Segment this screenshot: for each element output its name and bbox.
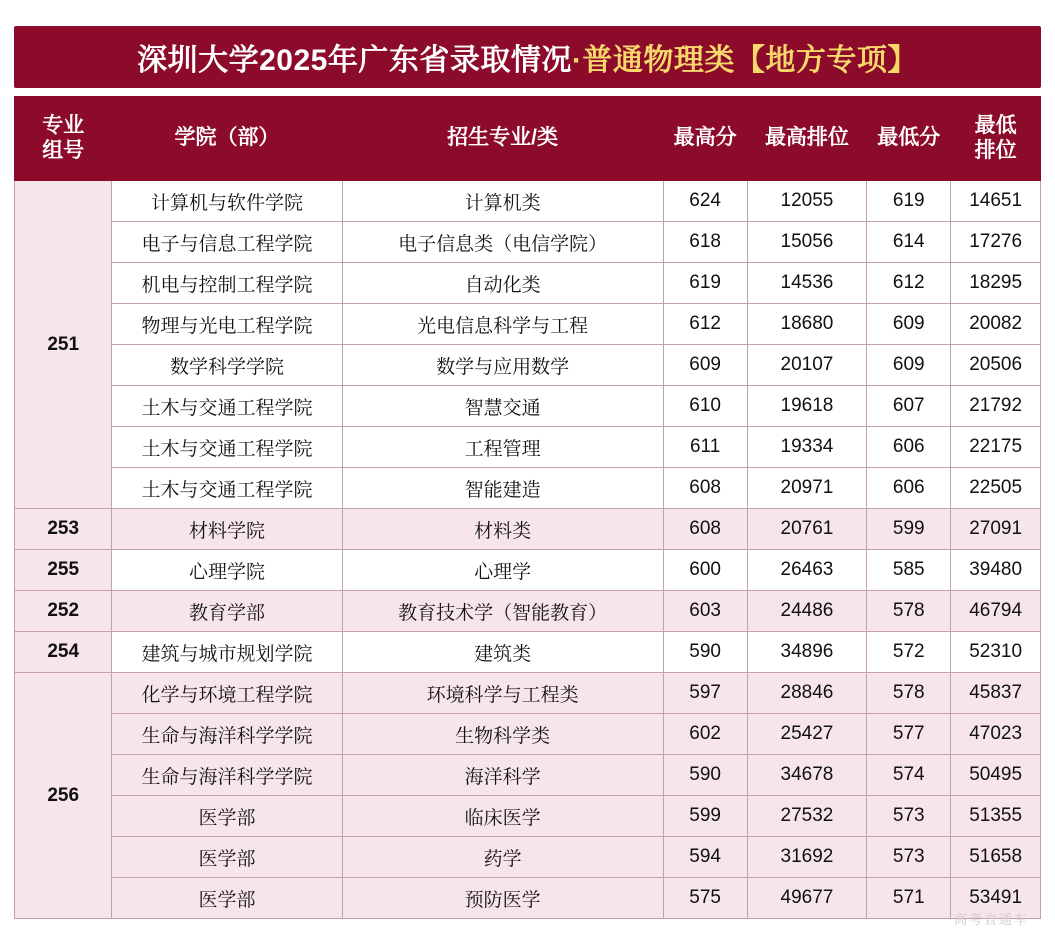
cell-group-code: 255 xyxy=(15,550,112,591)
cell-max-score: 590 xyxy=(663,755,747,796)
admission-results-table xyxy=(14,96,1041,919)
cell-major: 智能建造 xyxy=(342,468,663,509)
cell-max-score: 594 xyxy=(663,837,747,878)
cell-college: 机电与控制工程学院 xyxy=(112,263,342,304)
cell-major: 生物科学类 xyxy=(342,714,663,755)
cell-max-score: 602 xyxy=(663,714,747,755)
cell-min-rank: 51658 xyxy=(951,837,1041,878)
cell-max-score: 575 xyxy=(663,878,747,919)
cell-major: 自动化类 xyxy=(342,263,663,304)
cell-max-score: 624 xyxy=(663,181,747,222)
cell-max-score: 603 xyxy=(663,591,747,632)
column-header-group-code-line1: 专业 xyxy=(42,114,85,138)
cell-min-score: 612 xyxy=(867,263,951,304)
cell-min-score: 607 xyxy=(867,386,951,427)
cell-major: 计算机类 xyxy=(342,181,663,222)
table-row xyxy=(15,345,1041,386)
cell-major: 药学 xyxy=(342,837,663,878)
cell-major: 光电信息科学与工程 xyxy=(342,304,663,345)
cell-college: 建筑与城市规划学院 xyxy=(112,632,342,673)
table-head xyxy=(15,97,1041,181)
cell-major: 心理学 xyxy=(342,550,663,591)
cell-min-score: 614 xyxy=(867,222,951,263)
cell-min-score: 619 xyxy=(867,181,951,222)
cell-max-rank: 12055 xyxy=(747,181,867,222)
cell-max-rank: 15056 xyxy=(747,222,867,263)
table-row xyxy=(15,550,1041,591)
cell-min-score: 606 xyxy=(867,427,951,468)
cell-min-score: 574 xyxy=(867,755,951,796)
cell-max-rank: 19334 xyxy=(747,427,867,468)
table-row xyxy=(15,181,1041,222)
cell-max-score: 608 xyxy=(663,509,747,550)
cell-max-rank: 20971 xyxy=(747,468,867,509)
table-row xyxy=(15,222,1041,263)
cell-min-score: 573 xyxy=(867,796,951,837)
column-header-college: 学院（部） xyxy=(112,97,342,181)
table-row xyxy=(15,796,1041,837)
table-row xyxy=(15,304,1041,345)
cell-min-score: 599 xyxy=(867,509,951,550)
cell-min-rank: 47023 xyxy=(951,714,1041,755)
cell-group-code: 253 xyxy=(15,509,112,550)
cell-group-code: 256 xyxy=(15,673,112,919)
cell-min-rank: 50495 xyxy=(951,755,1041,796)
column-header-group-code xyxy=(15,97,112,181)
cell-group-code: 251 xyxy=(15,181,112,509)
cell-max-rank: 34896 xyxy=(747,632,867,673)
cell-group-code: 252 xyxy=(15,591,112,632)
cell-college: 材料学院 xyxy=(112,509,342,550)
cell-college: 计算机与软件学院 xyxy=(112,181,342,222)
cell-college: 土木与交通工程学院 xyxy=(112,427,342,468)
cell-max-rank: 26463 xyxy=(747,550,867,591)
table-row xyxy=(15,263,1041,304)
cell-major: 电子信息类（电信学院） xyxy=(342,222,663,263)
cell-min-rank: 20082 xyxy=(951,304,1041,345)
cell-college: 医学部 xyxy=(112,878,342,919)
cell-major: 环境科学与工程类 xyxy=(342,673,663,714)
cell-major: 建筑类 xyxy=(342,632,663,673)
cell-college: 电子与信息工程学院 xyxy=(112,222,342,263)
column-header-min-rank-line1: 最低 xyxy=(974,114,1017,138)
table-row xyxy=(15,591,1041,632)
cell-college: 心理学院 xyxy=(112,550,342,591)
cell-min-rank: 39480 xyxy=(951,550,1041,591)
table-row xyxy=(15,427,1041,468)
cell-min-rank: 51355 xyxy=(951,796,1041,837)
page-title-main: 深圳大学2025年广东省录取情况 xyxy=(137,44,572,77)
cell-max-score: 612 xyxy=(663,304,747,345)
cell-min-score: 606 xyxy=(867,468,951,509)
cell-max-score: 590 xyxy=(663,632,747,673)
cell-major: 数学与应用数学 xyxy=(342,345,663,386)
cell-max-rank: 27532 xyxy=(747,796,867,837)
table-row xyxy=(15,468,1041,509)
cell-min-score: 577 xyxy=(867,714,951,755)
column-header-min-score: 最低分 xyxy=(867,97,951,181)
cell-major: 教育技术学（智能教育） xyxy=(342,591,663,632)
table-body xyxy=(15,181,1041,919)
cell-max-rank: 19618 xyxy=(747,386,867,427)
cell-min-score: 609 xyxy=(867,304,951,345)
cell-max-score: 611 xyxy=(663,427,747,468)
cell-min-rank: 22175 xyxy=(951,427,1041,468)
cell-college: 生命与海洋科学学院 xyxy=(112,755,342,796)
column-header-major: 招生专业/类 xyxy=(342,97,663,181)
cell-college: 医学部 xyxy=(112,796,342,837)
cell-min-score: 578 xyxy=(867,591,951,632)
cell-max-rank: 25427 xyxy=(747,714,867,755)
table-row xyxy=(15,714,1041,755)
cell-min-rank: 27091 xyxy=(951,509,1041,550)
cell-max-score: 609 xyxy=(663,345,747,386)
cell-min-rank: 20506 xyxy=(951,345,1041,386)
cell-max-rank: 28846 xyxy=(747,673,867,714)
cell-group-code: 254 xyxy=(15,632,112,673)
table-row xyxy=(15,755,1041,796)
column-header-min-rank-line2: 排位 xyxy=(974,138,1017,162)
page-title xyxy=(137,35,918,79)
table-row xyxy=(15,673,1041,714)
cell-college: 土木与交通工程学院 xyxy=(112,468,342,509)
column-header-max-score: 最高分 xyxy=(663,97,747,181)
cell-major: 海洋科学 xyxy=(342,755,663,796)
column-header-min-rank xyxy=(951,97,1041,181)
cell-max-rank: 20761 xyxy=(747,509,867,550)
cell-major: 智慧交通 xyxy=(342,386,663,427)
cell-max-score: 619 xyxy=(663,263,747,304)
cell-min-score: 573 xyxy=(867,837,951,878)
cell-min-score: 572 xyxy=(867,632,951,673)
cell-major: 临床医学 xyxy=(342,796,663,837)
page-title-separator: · xyxy=(571,44,583,77)
cell-college: 数学科学学院 xyxy=(112,345,342,386)
cell-major: 预防医学 xyxy=(342,878,663,919)
admission-table-page xyxy=(0,26,1055,944)
cell-max-rank: 14536 xyxy=(747,263,867,304)
table-row xyxy=(15,878,1041,919)
cell-max-score: 597 xyxy=(663,673,747,714)
cell-min-score: 609 xyxy=(867,345,951,386)
table-row xyxy=(15,837,1041,878)
table-header-row xyxy=(15,97,1041,181)
cell-college: 生命与海洋科学学院 xyxy=(112,714,342,755)
cell-major: 工程管理 xyxy=(342,427,663,468)
cell-min-rank: 45837 xyxy=(951,673,1041,714)
cell-college: 医学部 xyxy=(112,837,342,878)
cell-min-score: 585 xyxy=(867,550,951,591)
cell-max-score: 610 xyxy=(663,386,747,427)
cell-min-score: 578 xyxy=(867,673,951,714)
cell-min-rank: 14651 xyxy=(951,181,1041,222)
cell-max-rank: 31692 xyxy=(747,837,867,878)
column-header-group-code-line2: 组号 xyxy=(42,138,85,162)
cell-max-rank: 24486 xyxy=(747,591,867,632)
cell-min-rank: 53491 xyxy=(951,878,1041,919)
cell-college: 教育学部 xyxy=(112,591,342,632)
cell-major: 材料类 xyxy=(342,509,663,550)
cell-max-score: 599 xyxy=(663,796,747,837)
cell-min-rank: 52310 xyxy=(951,632,1041,673)
cell-max-rank: 20107 xyxy=(747,345,867,386)
page-title-highlight: 普通物理类【地方专项】 xyxy=(582,44,918,77)
cell-min-score: 571 xyxy=(867,878,951,919)
cell-max-rank: 34678 xyxy=(747,755,867,796)
cell-min-rank: 17276 xyxy=(951,222,1041,263)
table-row xyxy=(15,509,1041,550)
cell-college: 物理与光电工程学院 xyxy=(112,304,342,345)
table-row xyxy=(15,632,1041,673)
cell-min-rank: 21792 xyxy=(951,386,1041,427)
cell-max-score: 608 xyxy=(663,468,747,509)
cell-max-rank: 49677 xyxy=(747,878,867,919)
column-header-max-rank: 最高排位 xyxy=(747,97,867,181)
cell-max-score: 618 xyxy=(663,222,747,263)
table-row xyxy=(15,386,1041,427)
cell-max-score: 600 xyxy=(663,550,747,591)
watermark: 高考直通车 xyxy=(953,912,1029,927)
cell-min-rank: 22505 xyxy=(951,468,1041,509)
cell-college: 化学与环境工程学院 xyxy=(112,673,342,714)
cell-min-rank: 46794 xyxy=(951,591,1041,632)
page-title-bar xyxy=(14,26,1041,88)
cell-college: 土木与交通工程学院 xyxy=(112,386,342,427)
cell-min-rank: 18295 xyxy=(951,263,1041,304)
cell-max-rank: 18680 xyxy=(747,304,867,345)
